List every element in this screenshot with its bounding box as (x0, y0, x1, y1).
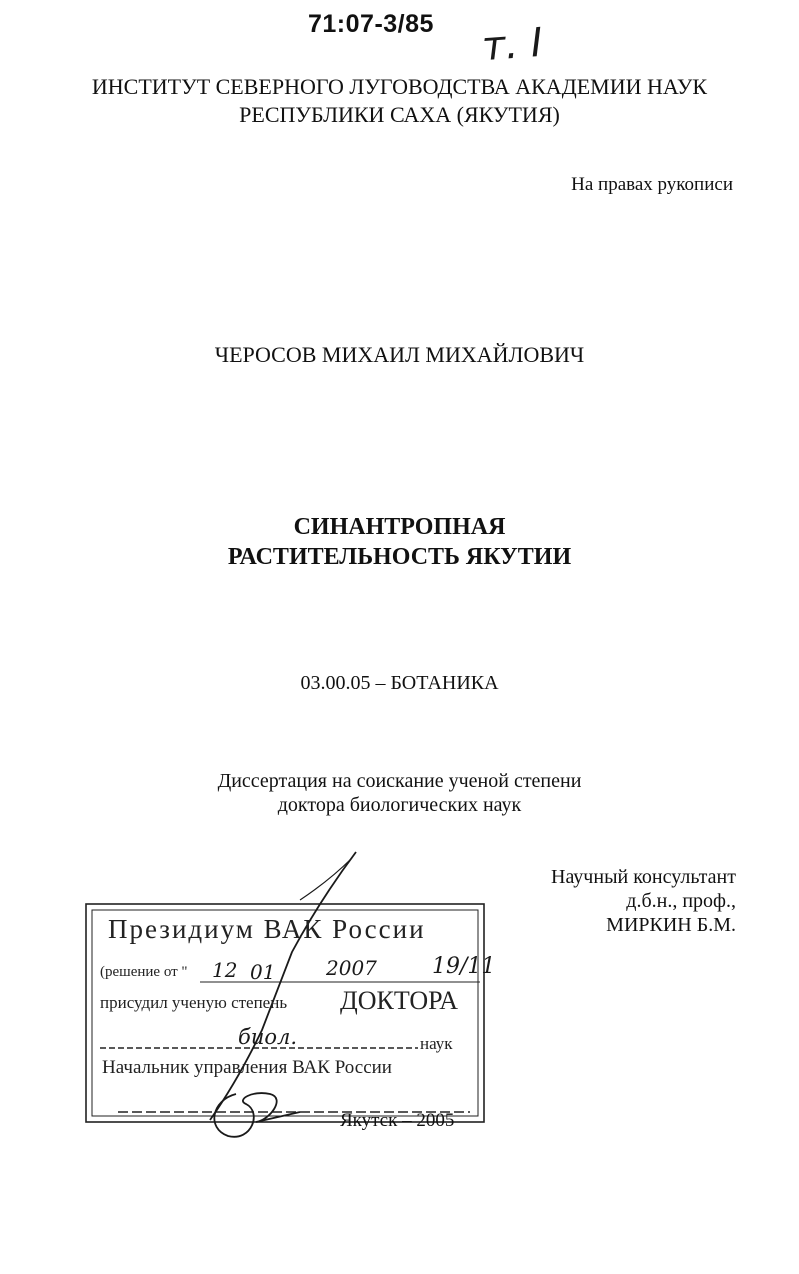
stamp-decision-prefix: (решение от " (100, 964, 188, 980)
consultant-name: МИРКИН Б.М. (606, 914, 736, 936)
manuscript-rights-note: На правах рукописи (571, 174, 733, 195)
consultant-label: Научный консультант (551, 866, 736, 888)
institute-name-line1: ИНСТИТУТ СЕВЕРНОГО ЛУГОВОДСТВА АКАДЕМИИ НАУК (91, 74, 708, 99)
thesis-title-line2: РАСТИТЕЛЬНОСТЬ ЯКУТИИ (227, 544, 572, 570)
stamp-field-suffix: наук (420, 1034, 453, 1053)
dissertation-degree-line1: Диссертация на соискание ученой степени (217, 770, 582, 792)
stamp-handwritten-year: 2007 (326, 956, 377, 980)
stamp-handwritten-field: биол. (238, 1025, 298, 1049)
stamp-header: Президиум ВАК России (108, 914, 426, 944)
institute-name-line2: РЕСПУБЛИКИ САХА (ЯКУТИЯ) (239, 102, 560, 127)
signature-scribble (214, 1093, 300, 1137)
author-name: ЧЕРОСОВ МИХАИЛ МИХАЙЛОВИЧ (214, 342, 585, 367)
thesis-title-line1: СИНАНТРОПНАЯ (293, 514, 506, 540)
stamp-awarded-text: присудил ученую степень (100, 993, 288, 1012)
consultant-degree: д.б.н., проф., (626, 890, 736, 912)
specialty-code: 03.00.05 – БОТАНИКА (300, 672, 499, 694)
dissertation-degree-line2: доктора биологических наук (277, 794, 522, 816)
stamp-handwritten-number: 19/11 (432, 954, 496, 979)
stamp-handwritten-month: 01 (250, 960, 276, 984)
place-year: Якутск – 2005 (340, 1110, 455, 1131)
stamp-handwritten-day: 12 (212, 958, 238, 982)
archive-code: 71:07-3/85 (308, 10, 434, 38)
pen-stroke-diagonal (210, 852, 356, 1120)
handwritten-volume-note: т. I (480, 19, 545, 71)
stamp-degree: ДОКТОРА (340, 986, 459, 1015)
stamp-head-title: Начальник управления ВАК России (102, 1057, 392, 1078)
